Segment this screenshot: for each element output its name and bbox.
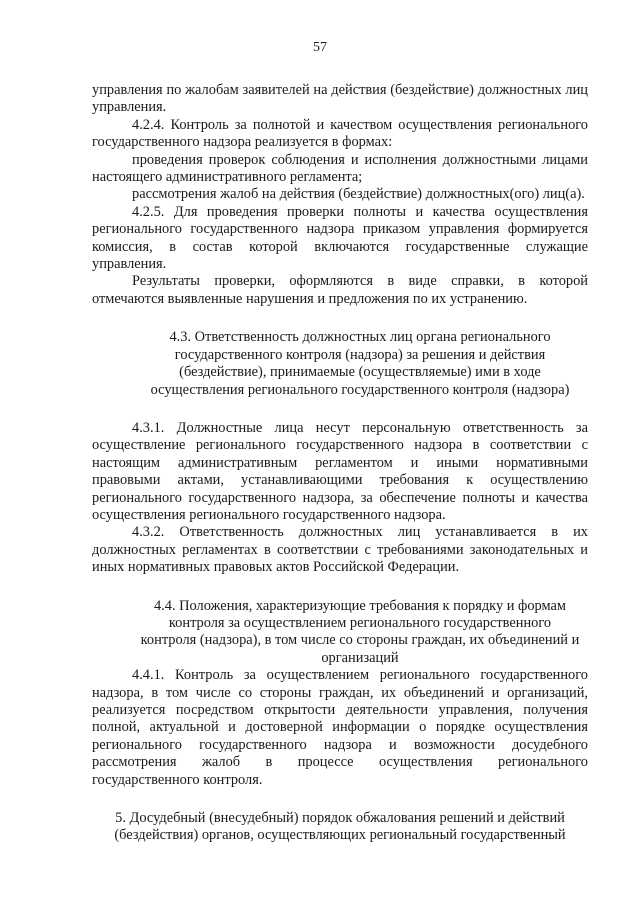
paragraph-continuation: управления по жалобам заявителей на действия (бездействие) должностных лиц управления. — [92, 82, 588, 116]
section-heading-5: 5. Досудебный (внесудебный) порядок обжалования решений и действий (бездействия) органов, осуществляющих региональный государственный — [114, 810, 566, 844]
paragraph-4-3-2: 4.3.2. Ответственность должностных лиц устанавливается в их должностных регламентах в соответствии с требованиями законодательных и иных нормативных правовых актов Российской Федерации. — [92, 524, 588, 576]
paragraph-results: Результаты проверки, оформляются в виде справки, в которой отмечаются выявленные нарушения и предложения по их устранению. — [92, 273, 588, 307]
paragraph-4-2-4: 4.2.4. Контроль за полнотой и качеством осуществления регионального государственного надзора реализуется в формах: — [92, 116, 588, 151]
paragraph-4-4-1: 4.4.1. Контроль за осуществлением регионального государственного надзора, в том числе со стороны граждан, их объединений и организаций, реализуется посредством открытости деятельности управления, получения полной, актуальной и достоверной информации о порядке осуществления регионального государственного надзора и возможности досудебного рассмотрения жалоб в процессе осуществления регионального государственного контроля. — [92, 667, 588, 788]
paragraph-form-complaints: рассмотрения жалоб на действия (бездействие) должностных(ого) лиц(а). — [132, 186, 585, 203]
paragraph-4-2-5: 4.2.5. Для проведения проверки полноты и качества осуществления регионального государственного надзора приказом управления формируется комиссия, в состав которой включаются государственные служащие управления. — [92, 203, 588, 273]
page-number: 57 — [313, 40, 327, 55]
paragraph-4-3-1: 4.3.1. Должностные лица несут персональную ответственность за осуществление регионального государственного надзора в соответствии с настоящим административным регламентом и иными нормативными правовыми актами, устанавливающими требования к осуществлению регионального государственного надзора, за обеспечение полноты и качества осуществления регионального государственного надзора. — [92, 419, 588, 523]
paragraph-form-inspections: проведения проверок соблюдения и исполнения должностными лицами настоящего административного регламента; — [92, 151, 588, 186]
section-heading-4-4: 4.4. Положения, характеризующие требования к порядку и формам контроля за осуществлением регионального государственного контроля (надзора), в том числе со стороны граждан, их объединений и организаций — [140, 597, 580, 666]
section-heading-4-3: 4.3. Ответственность должностных лиц органа регионального государственного контроля (надзора) за решения и действия (бездействие), принимаемые (осуществляемые) ими в ходе осуществления регионального государственного контроля (надзора) — [150, 329, 570, 398]
document-body — [92, 82, 588, 845]
